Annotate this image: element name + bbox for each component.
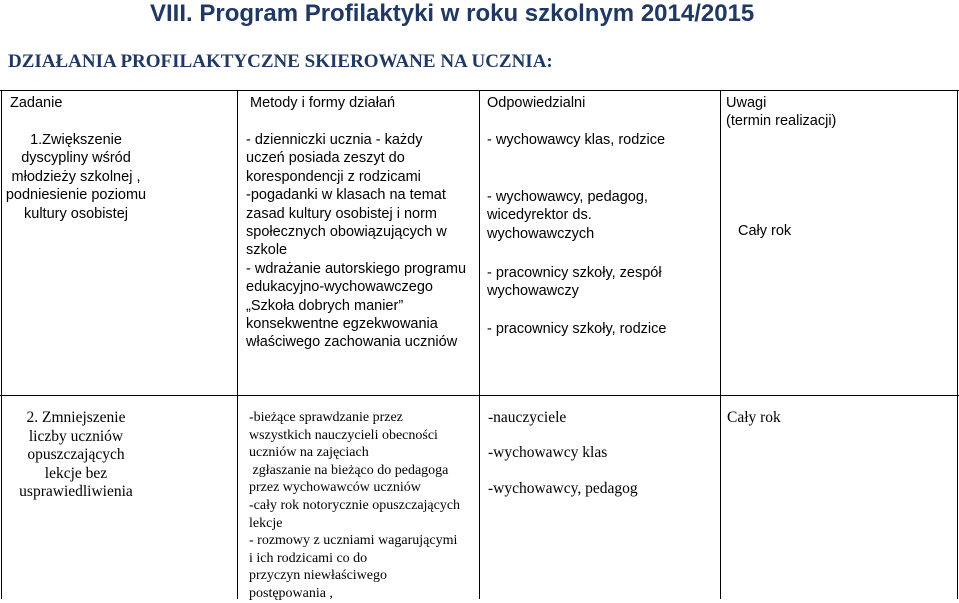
header-odpowiedzialni: Odpowiedzialni [487,95,586,111]
row1-odp-1: - wychowawcy klas, rodzice [487,132,666,148]
row2-odp-2: -wychowawcy klas [488,444,608,461]
row2-odp-3: -wychowawcy, pedagog [488,480,638,497]
line: edukacyjno-wychowawczego [246,279,433,296]
line: - rozmowy z uczniami wagarującymi [249,533,458,549]
line: - dzienniczki ucznia - każdy [246,132,423,148]
line: wszystkich nauczycieli obecności [249,427,438,443]
line: wicedyrektor ds. [487,207,592,224]
row2-odp-1: -nauczyciele [488,409,567,426]
line: „Szkoła dobrych manier” [246,297,404,314]
line: kultury osobistej [24,205,128,222]
line: przyczyn niewłaściwego [249,568,387,584]
column-divider [479,90,480,599]
line: liczby uczniów [28,427,124,445]
line: dyscypliny wśród [21,150,131,167]
line: lekcje bez [44,464,108,482]
line: konsekwentne egzekwowania [246,316,438,333]
line: - pracownicy szkoły, zespół [487,265,662,281]
row1-odp-4: - pracownicy szkoły, rodzice [487,321,667,337]
row1-odp-2 [487,188,648,243]
line: 2. Zmniejszenie [26,409,126,426]
line: młodzieży szkolnej , [11,168,141,185]
line: - wychowawcy, pedagog, [487,189,648,205]
line: szkole [246,242,288,259]
line: - wdrażanie autorskiego programu [246,260,467,277]
line: zasad kultury osobistej i norm [246,205,437,222]
line: opuszczających [27,446,125,464]
line: właściwego zachowania uczniów [246,334,458,351]
line: i ich rodzicami co do [249,550,368,566]
row1-uwagi: Cały rok [738,223,792,239]
row1-odp-3 [487,264,662,301]
column-divider [237,90,238,599]
row2-uwagi: Cały rok [727,409,781,426]
header-uwagi: Uwagi [726,95,767,111]
line: zgłaszanie na bieżąco do pedagoga [249,462,449,478]
header-zadanie: Zadanie [10,95,63,111]
section-subtitle: DZIAŁANIA PROFILAKTYCZNE SKIEROWANE NA UCZNIA: [8,51,553,72]
line: podniesienie poziomu [5,187,147,204]
line: społecznych obowiązujących w [246,224,447,241]
table-right-border [957,90,958,599]
header-uwagi-termin: (termin realizacji) [726,113,837,129]
line: lekcje [249,515,283,531]
column-divider [720,90,721,599]
row1-zadanie [2,131,150,223]
line: postępowania , [249,585,333,601]
row2-zadanie [2,409,150,502]
line: przez wychowawców uczniów [249,480,421,496]
line: uczniów na zajęciach [249,445,369,461]
line: wychowawczy [487,283,579,300]
row1-metody [246,131,476,352]
line: uczeń posiada zeszyt do [246,150,405,167]
line: korespondencji z rodzicami [246,168,421,185]
line: -pogadanki w klasach na temat [246,187,446,204]
header-metody: Metody i formy działań [250,95,396,111]
line: 1.Zwiększenie [30,132,122,148]
line: usprawiedliwienia [19,483,133,501]
row2-metody [249,409,477,603]
line: -cały rok notorycznie opuszczających [249,497,461,513]
page-title: VIII. Program Profilaktyki w roku szkolnym 2014/2015 [150,0,755,27]
line: wychowawczych [487,225,595,242]
line: -bieżące sprawdzanie przez [249,410,403,425]
